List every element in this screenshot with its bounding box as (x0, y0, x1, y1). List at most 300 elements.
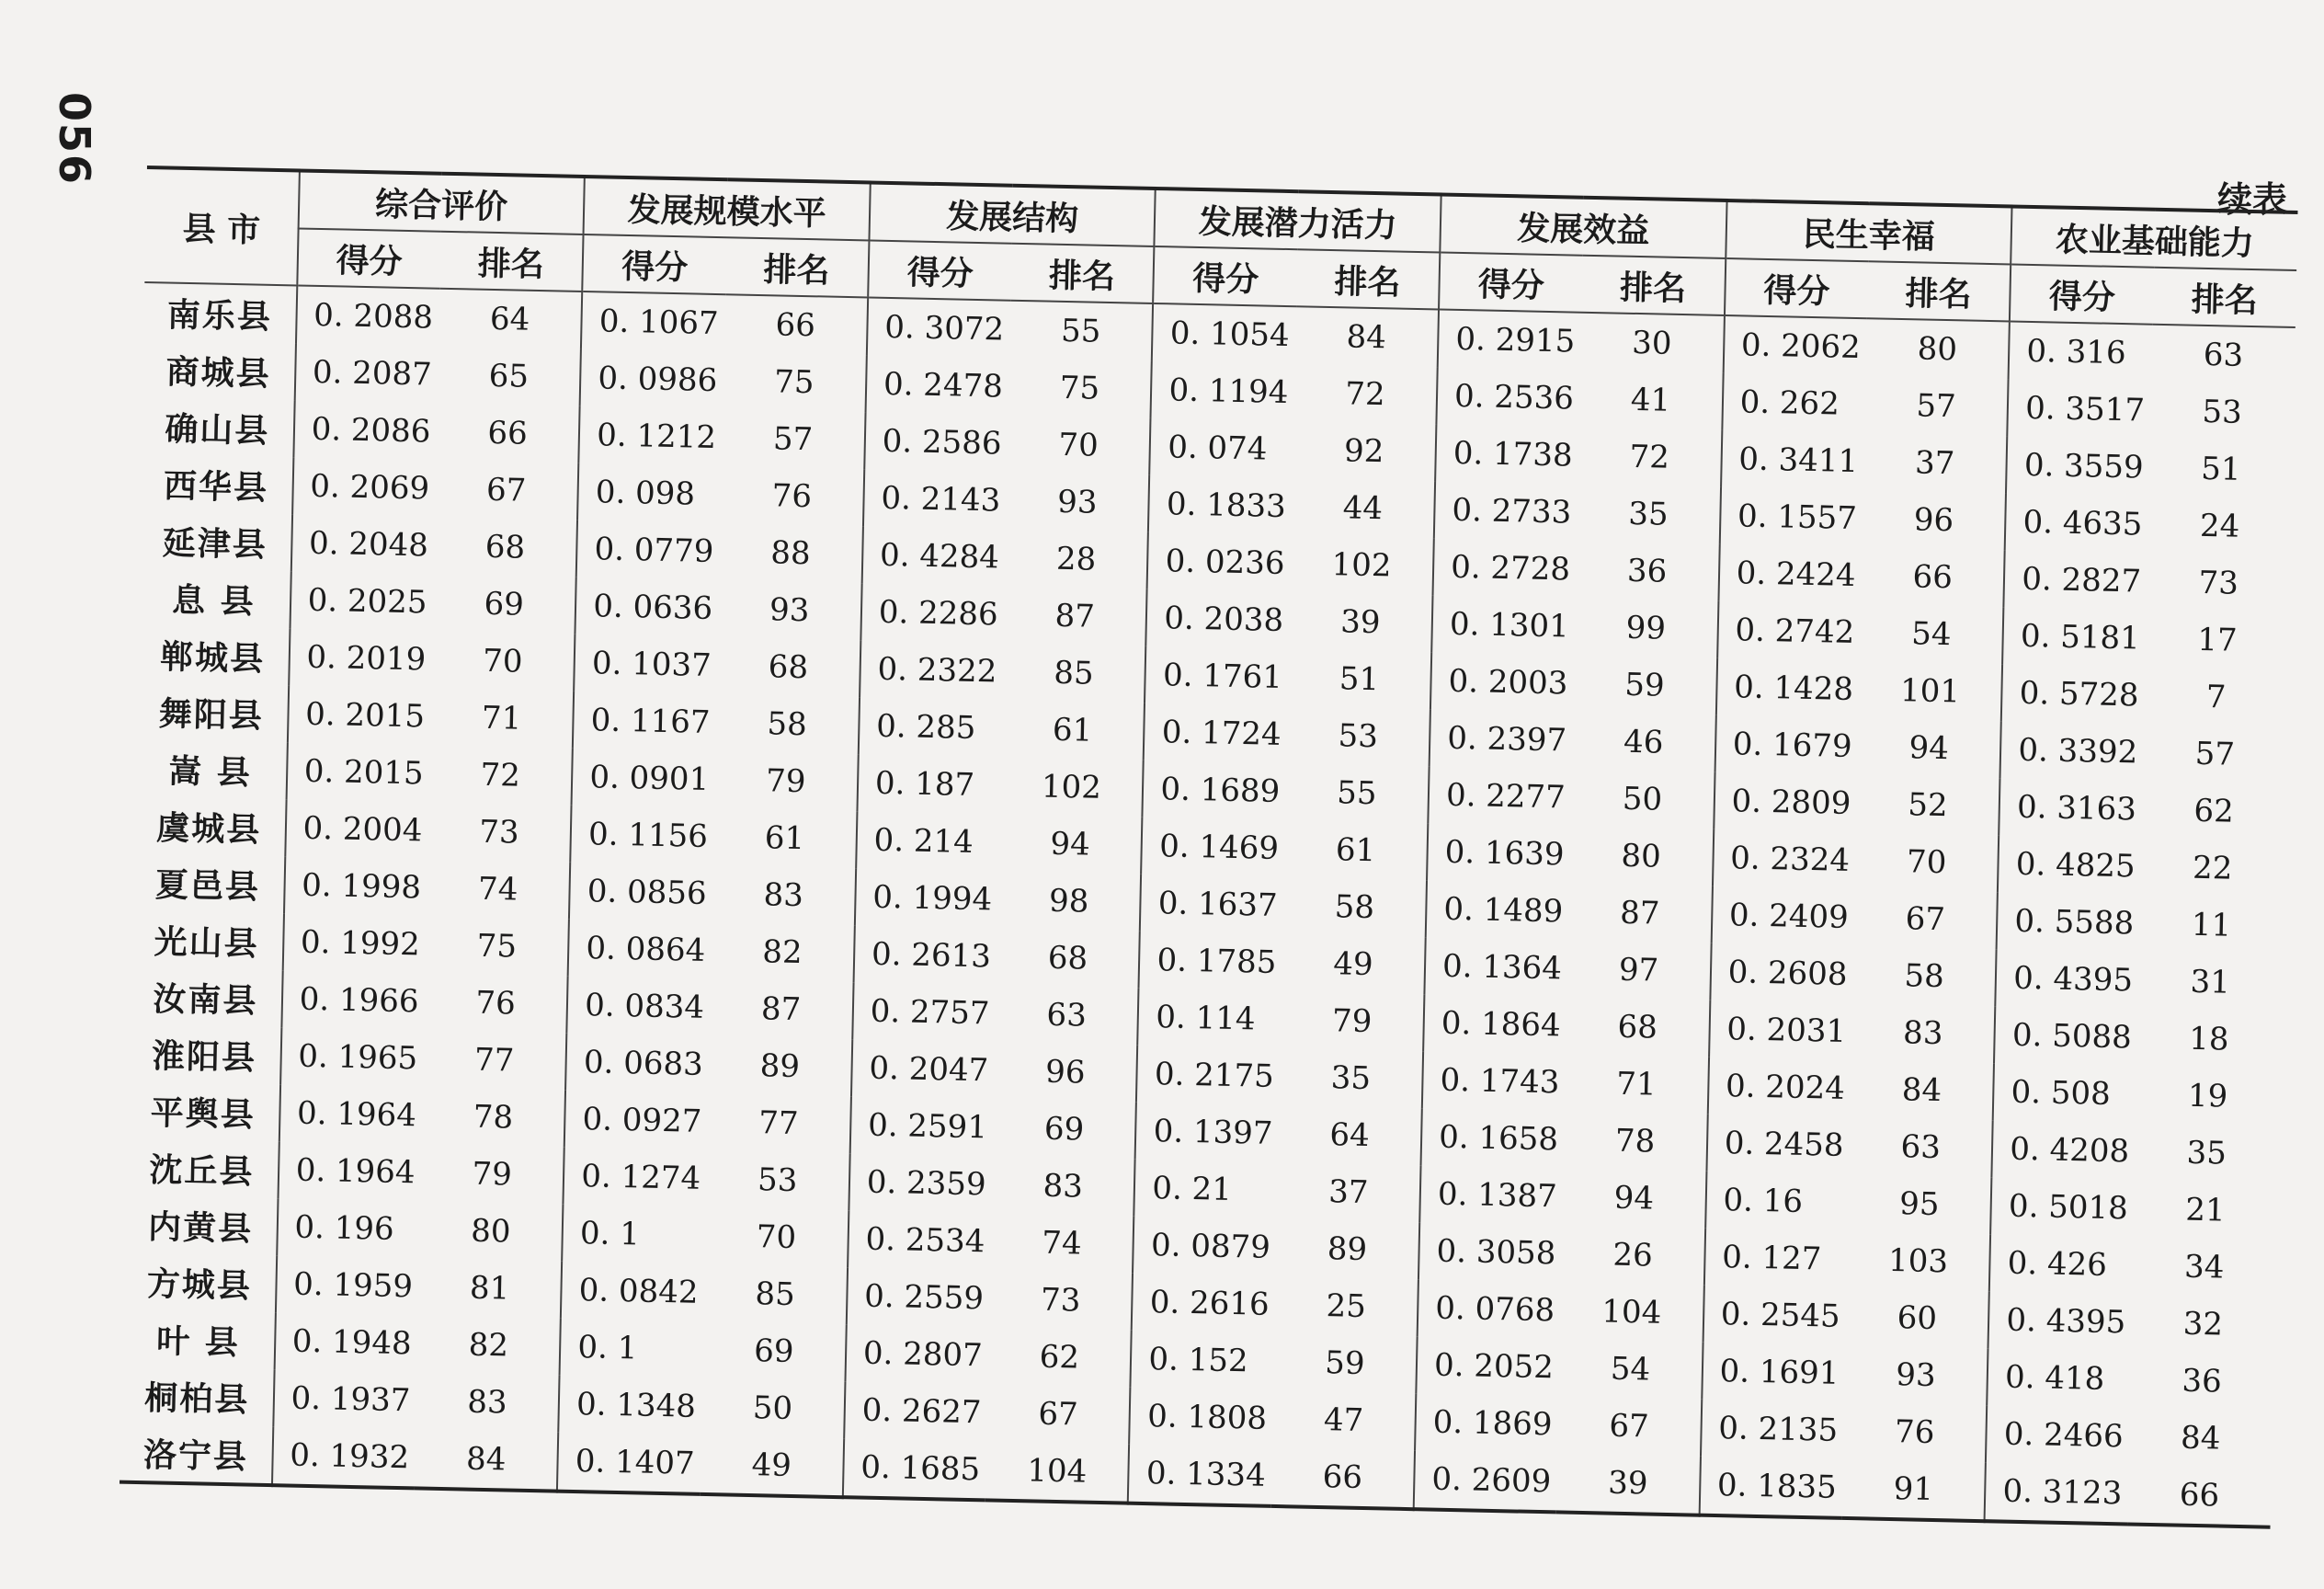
rank-cell: 68 (1617, 1008, 1658, 1046)
rank-cell: 73 (2198, 564, 2239, 602)
rank-cell: 61 (764, 819, 805, 858)
rank-cell: 35 (1330, 1059, 1372, 1098)
score-cell: 0. 0834 (567, 977, 712, 1036)
score-cell: 0. 1 (560, 1319, 704, 1378)
score-cell: 0. 2409 (1711, 886, 1855, 946)
score-header: 得分 (582, 234, 726, 294)
score-cell: 0. 2466 (1986, 1405, 2130, 1465)
county-name: 郸城县 (159, 636, 266, 679)
rank-cell: 70 (1058, 426, 1099, 464)
score-cell: 0. 114 (1138, 989, 1282, 1048)
score-cell: 0. 2087 (294, 343, 439, 403)
rank-cell: 83 (1042, 1167, 1084, 1206)
score-cell: 0. 1743 (1422, 1051, 1566, 1111)
rank-cell: 32 (2182, 1305, 2224, 1343)
rank-cell: 60 (1897, 1299, 1938, 1338)
score-cell: 0. 1761 (1145, 646, 1289, 706)
score-cell: 0. 426 (1989, 1234, 2134, 1294)
rank-cell: 93 (1056, 483, 1098, 521)
rank-cell: 75 (773, 363, 815, 402)
rank-cell: 96 (1044, 1053, 1086, 1092)
rank-cell: 34 (2183, 1248, 2225, 1286)
score-cell: 0. 1738 (1435, 424, 1579, 484)
rank-cell: 39 (1339, 603, 1381, 642)
score-cell: 0. 2608 (1710, 943, 1854, 1003)
score-cell: 0. 1932 (272, 1426, 416, 1488)
county-name: 沈丘县 (149, 1149, 255, 1192)
score-cell: 0. 2397 (1430, 709, 1574, 769)
rank-cell: 75 (1059, 369, 1100, 407)
score-cell: 0. 2458 (1706, 1115, 1851, 1174)
rank-cell: 97 (1618, 951, 1659, 989)
rank-cell: 70 (756, 1218, 797, 1257)
rank-cell: 57 (772, 420, 814, 459)
rank-cell: 93 (769, 591, 810, 630)
score-cell: 0. 3123 (1985, 1462, 2129, 1524)
rank-cell: 77 (758, 1104, 800, 1143)
score-cell: 0. 0856 (569, 863, 713, 922)
rank-cell: 103 (1887, 1241, 1949, 1281)
rank-header: 排名 (1581, 256, 1726, 315)
county-name: 平舆县 (150, 1092, 256, 1135)
rank-cell: 84 (465, 1440, 507, 1479)
rank-cell: 83 (466, 1383, 508, 1422)
rank-cell: 53 (2202, 393, 2243, 431)
score-cell: 0. 1274 (564, 1148, 708, 1207)
score-cell: 0. 2591 (850, 1096, 995, 1156)
rank-cell: 69 (753, 1332, 794, 1371)
score-cell: 0. 2478 (865, 355, 1009, 415)
rank-cell: 41 (1630, 381, 1671, 419)
score-cell: 0. 2807 (845, 1324, 989, 1384)
rank-cell: 64 (489, 300, 530, 338)
rank-cell: 84 (1901, 1071, 1942, 1110)
rank-cell: 76 (1894, 1413, 1935, 1452)
score-cell: 0. 0901 (572, 749, 716, 808)
score-cell: 0. 5088 (1994, 1006, 2138, 1066)
rank-cell: 91 (1893, 1470, 1934, 1509)
score-cell: 0. 1348 (558, 1376, 702, 1435)
rank-cell: 104 (1026, 1452, 1088, 1491)
county-name: 洛宁县 (142, 1435, 249, 1477)
rank-cell: 61 (1335, 831, 1376, 870)
score-cell: 0. 3072 (867, 297, 1011, 358)
county-name: 商城县 (165, 351, 272, 394)
score-cell: 0. 5181 (2002, 607, 2147, 667)
county-evaluation-table (120, 166, 2298, 1529)
score-cell: 0. 1808 (1130, 1388, 1274, 1447)
rank-cell: 54 (1910, 615, 1952, 654)
rank-cell: 55 (1336, 774, 1377, 813)
rank-cell: 59 (1623, 666, 1666, 704)
rank-cell: 51 (2200, 450, 2241, 488)
rank-cell: 80 (470, 1212, 511, 1251)
county-name: 虞城县 (155, 807, 262, 850)
score-cell: 0. 3411 (1721, 430, 1865, 490)
rank-cell: 89 (1327, 1230, 1368, 1269)
rank-cell: 55 (1060, 312, 1101, 350)
rank-cell: 76 (475, 984, 517, 1023)
rank-cell: 50 (1622, 780, 1663, 818)
score-cell: 0. 1054 (1152, 303, 1296, 364)
rank-cell: 82 (468, 1326, 509, 1365)
score-cell: 0. 2559 (847, 1267, 991, 1327)
score-cell: 0. 1785 (1139, 932, 1283, 991)
score-cell: 0. 2742 (1717, 601, 1862, 661)
rank-cell: 74 (477, 870, 518, 909)
rank-cell: 18 (2188, 1020, 2229, 1058)
score-cell: 0. 2175 (1136, 1046, 1281, 1105)
rank-cell: 31 (2190, 963, 2231, 1001)
score-cell: 0. 1387 (1419, 1165, 1564, 1225)
rank-cell: 84 (1346, 318, 1387, 357)
rank-cell: 77 (473, 1041, 515, 1080)
score-cell: 0. 0879 (1133, 1217, 1277, 1276)
rank-cell: 68 (1047, 939, 1088, 977)
score-cell: 0. 5588 (1997, 892, 2141, 952)
rank-cell: 70 (482, 642, 523, 680)
score-cell: 0. 1639 (1427, 823, 1571, 883)
score-cell: 0. 2143 (863, 469, 1008, 529)
rank-cell: 79 (472, 1155, 513, 1194)
score-cell: 0. 2536 (1436, 367, 1580, 427)
score-cell: 0. 0779 (576, 520, 721, 580)
score-cell: 0. 0636 (575, 577, 720, 637)
rank-cell: 66 (1322, 1458, 1363, 1496)
score-cell: 0. 2015 (288, 685, 432, 745)
score-cell: 0. 1959 (276, 1255, 420, 1315)
score-header: 得分 (1439, 252, 1583, 312)
rank-cell: 78 (473, 1098, 514, 1137)
score-cell: 0. 1469 (1142, 817, 1286, 877)
rank-cell: 53 (1338, 717, 1379, 756)
rank-cell: 79 (1331, 1002, 1373, 1041)
score-cell: 0. 152 (1131, 1331, 1275, 1390)
rank-cell: 74 (1041, 1224, 1083, 1263)
rank-cell: 96 (1913, 501, 1954, 540)
score-cell: 0. 2616 (1132, 1274, 1276, 1333)
county-name: 南乐县 (166, 294, 273, 337)
score-cell: 0. 0986 (580, 349, 724, 409)
rank-cell: 75 (476, 927, 518, 966)
rank-cell: 102 (1331, 546, 1392, 585)
score-cell: 0. 1679 (1715, 715, 1859, 775)
score-cell: 0. 2088 (296, 285, 440, 346)
score-cell: 0. 1964 (279, 1084, 423, 1144)
rank-cell: 46 (1623, 723, 1664, 761)
rank-cell: 57 (1916, 387, 1957, 426)
rank-cell: 58 (1904, 957, 1945, 996)
score-cell: 0. 1965 (280, 1027, 425, 1087)
rank-cell: 67 (1905, 900, 1946, 939)
score-header: 得分 (1154, 246, 1298, 306)
score-cell: 0. 5728 (2001, 664, 2146, 724)
rank-cell: 72 (1629, 438, 1670, 476)
county-name: 桐柏县 (143, 1378, 250, 1420)
rank-cell: 70 (1906, 843, 1947, 882)
score-cell: 0. 1835 (1699, 1457, 1843, 1518)
score-cell: 0. 2733 (1434, 481, 1578, 541)
score-cell: 0. 3559 (2006, 436, 2150, 496)
rank-cell: 44 (1342, 489, 1384, 528)
rank-cell: 17 (2196, 621, 2239, 659)
rank-cell: 52 (1907, 786, 1949, 825)
score-cell: 0. 1557 (1719, 487, 1863, 547)
county-name: 舞阳县 (158, 693, 265, 736)
rank-cell: 102 (1041, 768, 1102, 806)
rank-cell: 95 (1898, 1185, 1940, 1224)
rank-cell: 11 (2191, 906, 2232, 944)
score-cell: 0. 214 (856, 811, 1000, 871)
score-cell: 0. 2031 (1709, 1000, 1853, 1060)
rank-cell: 80 (1917, 330, 1958, 369)
rank-cell: 83 (1902, 1014, 1943, 1053)
rank-header: 排名 (439, 232, 584, 292)
rank-cell: 66 (2179, 1476, 2220, 1515)
rank-cell: 82 (761, 933, 803, 972)
score-cell: 0. 2135 (1701, 1400, 1845, 1459)
county-header: 县 市 (144, 167, 299, 285)
rank-cell: 68 (484, 528, 526, 566)
score-header: 得分 (2010, 264, 2154, 324)
county-name: 光山县 (154, 921, 260, 964)
rank-cell: 87 (1619, 894, 1660, 932)
group-header: 综合评价 (298, 170, 585, 234)
rank-cell: 76 (771, 477, 813, 516)
score-cell: 0. 1691 (1702, 1343, 1846, 1402)
rank-cell: 69 (484, 585, 525, 623)
rank-cell: 87 (1054, 597, 1096, 635)
rank-cell: 25 (1326, 1287, 1367, 1326)
score-cell: 0. 1637 (1140, 875, 1284, 934)
rank-cell: 71 (481, 699, 522, 737)
rank-cell: 61 (1052, 711, 1093, 749)
rank-header: 排名 (1010, 244, 1155, 303)
score-header: 得分 (868, 240, 1012, 300)
score-cell: 0. 1489 (1426, 880, 1570, 940)
score-cell: 0. 2277 (1428, 766, 1572, 826)
score-cell: 0. 21 (1134, 1160, 1279, 1219)
rank-cell: 57 (2194, 735, 2236, 773)
score-cell: 0. 285 (859, 697, 1003, 757)
rank-cell: 58 (1334, 888, 1375, 927)
rank-cell: 73 (478, 813, 520, 852)
rank-header: 排名 (2152, 268, 2296, 327)
rank-cell: 94 (1050, 825, 1091, 863)
rank-cell: 22 (2192, 849, 2233, 887)
rank-cell: 78 (1614, 1122, 1656, 1160)
score-cell: 0. 3392 (2000, 721, 2145, 781)
rank-header: 排名 (725, 237, 870, 297)
score-cell: 0. 1194 (1151, 361, 1295, 421)
rank-cell: 71 (1615, 1065, 1658, 1103)
score-cell: 0. 2534 (848, 1210, 992, 1270)
score-cell: 0. 1364 (1425, 937, 1569, 997)
rank-cell: 85 (755, 1275, 796, 1314)
score-cell: 0. 2003 (1430, 652, 1575, 712)
score-cell: 0. 127 (1704, 1229, 1849, 1288)
rank-cell: 66 (487, 414, 529, 452)
score-cell: 0. 1397 (1135, 1103, 1280, 1162)
rank-cell: 104 (1601, 1293, 1662, 1332)
group-header: 发展结构 (869, 182, 1156, 246)
score-cell: 0. 1407 (557, 1433, 701, 1494)
score-cell: 0. 1833 (1148, 475, 1293, 535)
rank-cell: 98 (1048, 882, 1089, 920)
score-cell: 0. 0768 (1418, 1279, 1562, 1339)
rank-cell: 72 (480, 756, 521, 794)
score-cell: 0. 2322 (860, 640, 1004, 700)
rank-cell: 73 (1040, 1281, 1081, 1320)
score-cell: 0. 2757 (852, 982, 997, 1042)
score-cell: 0. 0927 (564, 1091, 709, 1150)
group-header: 农业基础能力 (2011, 206, 2297, 269)
score-cell: 0. 1724 (1144, 703, 1288, 763)
rank-cell: 59 (1324, 1344, 1365, 1383)
score-cell: 0. 196 (277, 1198, 421, 1258)
group-header: 民生幸福 (1726, 200, 2012, 264)
score-header: 得分 (297, 228, 441, 288)
score-cell: 0. 2915 (1438, 309, 1582, 370)
score-cell: 0. 2024 (1707, 1057, 1851, 1117)
group-header: 发展效益 (1440, 194, 1726, 257)
score-cell: 0. 2827 (2004, 550, 2148, 610)
score-cell: 0. 2038 (1146, 589, 1291, 649)
rank-cell: 67 (485, 471, 527, 509)
score-cell: 0. 2047 (851, 1039, 996, 1099)
rank-cell: 64 (1329, 1116, 1371, 1155)
rank-cell: 36 (2182, 1362, 2223, 1400)
rank-cell: 99 (1625, 609, 1667, 647)
rank-cell: 101 (1899, 672, 1961, 711)
rank-cell: 80 (1621, 837, 1662, 875)
county-name: 嵩 县 (167, 751, 253, 793)
county-name: 淮阳县 (151, 1035, 257, 1078)
rank-cell: 93 (1895, 1356, 1937, 1395)
score-cell: 0. 2613 (853, 925, 997, 985)
county-name: 方城县 (146, 1263, 253, 1306)
rank-cell: 79 (765, 762, 806, 801)
rank-cell: 50 (752, 1389, 793, 1427)
continued-label: 续表 (2216, 178, 2287, 220)
score-cell: 0. 5018 (1990, 1177, 2135, 1237)
score-cell: 0. 2048 (290, 514, 435, 574)
score-cell: 0. 1864 (1423, 994, 1567, 1054)
rank-cell: 58 (767, 705, 808, 744)
rank-cell: 63 (1046, 996, 1088, 1035)
rank-cell: 21 (2184, 1191, 2227, 1229)
score-cell: 0. 2609 (1414, 1450, 1558, 1512)
score-cell: 0. 2424 (1718, 544, 1863, 604)
rank-cell: 62 (2193, 792, 2235, 830)
rank-cell: 63 (1900, 1128, 1942, 1167)
rank-cell: 36 (1626, 552, 1668, 590)
score-cell: 0. 2545 (1703, 1286, 1847, 1345)
score-cell: 0. 1658 (1421, 1108, 1566, 1168)
score-cell: 0. 074 (1150, 418, 1294, 478)
rank-cell: 83 (763, 876, 804, 915)
score-cell: 0. 1992 (282, 913, 427, 973)
score-cell: 0. 1869 (1415, 1393, 1559, 1453)
score-cell: 0. 16 (1705, 1172, 1850, 1231)
score-cell: 0. 1994 (855, 868, 999, 928)
rank-cell: 53 (757, 1161, 798, 1200)
score-cell: 0. 1966 (281, 970, 426, 1030)
rank-cell: 37 (1914, 444, 1955, 483)
rank-cell: 94 (1613, 1179, 1655, 1217)
rank-cell: 39 (1607, 1464, 1648, 1503)
score-cell: 0. 3163 (1999, 778, 2143, 838)
county-name: 夏邑县 (154, 864, 261, 907)
rank-cell: 63 (2203, 336, 2244, 374)
score-cell: 0. 2004 (285, 799, 429, 859)
rank-cell: 89 (759, 1047, 801, 1086)
score-cell: 0. 2286 (860, 583, 1005, 643)
rank-cell: 67 (1038, 1395, 1079, 1434)
score-cell: 0. 1685 (843, 1438, 987, 1500)
score-cell: 0. 418 (1988, 1348, 2132, 1408)
table-container (120, 166, 2298, 1529)
rank-cell: 67 (1609, 1407, 1650, 1446)
rank-cell: 49 (751, 1446, 792, 1484)
score-cell: 0. 316 (2009, 321, 2153, 382)
rank-cell: 81 (469, 1269, 510, 1308)
score-cell: 0. 4635 (2005, 493, 2149, 553)
rank-cell: 35 (1627, 495, 1669, 533)
rank-cell: 51 (1339, 660, 1380, 699)
rank-cell: 35 (2186, 1134, 2227, 1172)
rank-cell: 66 (1912, 558, 1954, 597)
score-header: 得分 (1725, 258, 1869, 318)
page-number: 056 (50, 92, 99, 187)
rank-cell: 66 (775, 306, 816, 345)
score-cell: 0. 4395 (1988, 1291, 2133, 1351)
rank-cell: 84 (2180, 1419, 2221, 1458)
score-cell: 0. 1156 (570, 806, 714, 865)
rank-header: 排名 (1296, 249, 1441, 309)
score-cell: 0. 1998 (284, 856, 428, 916)
score-cell: 0. 098 (577, 463, 722, 523)
score-cell: 0. 2015 (286, 742, 430, 802)
score-cell: 0. 0683 (565, 1034, 710, 1093)
score-cell: 0. 2809 (1714, 772, 1858, 832)
rank-cell: 54 (1610, 1350, 1651, 1389)
score-cell: 0. 2025 (290, 571, 434, 631)
group-header: 发展规模水平 (584, 177, 871, 240)
score-cell: 0. 4825 (1998, 835, 2142, 895)
table-body (120, 282, 2296, 1527)
score-cell: 0. 4284 (862, 526, 1007, 586)
score-cell: 0. 2324 (1713, 829, 1857, 889)
score-cell: 0. 1937 (273, 1369, 417, 1429)
rank-cell: 85 (1053, 654, 1095, 692)
score-cell: 0. 262 (1722, 373, 1866, 433)
county-name: 确山县 (164, 408, 270, 451)
score-cell: 0. 1964 (278, 1141, 422, 1201)
score-cell: 0. 1689 (1143, 760, 1287, 820)
rank-cell: 88 (769, 534, 812, 573)
score-cell: 0. 508 (1993, 1063, 2137, 1123)
score-cell: 0. 2086 (293, 400, 438, 460)
score-cell: 0. 4395 (1996, 949, 2140, 1009)
rank-cell: 68 (768, 648, 809, 687)
score-cell: 0. 3058 (1418, 1222, 1563, 1282)
rank-cell: 92 (1343, 432, 1384, 471)
rank-cell: 69 (1043, 1110, 1085, 1149)
rank-cell: 30 (1631, 324, 1672, 362)
score-cell: 0. 2019 (289, 628, 433, 688)
score-cell: 0. 1 (562, 1205, 706, 1264)
